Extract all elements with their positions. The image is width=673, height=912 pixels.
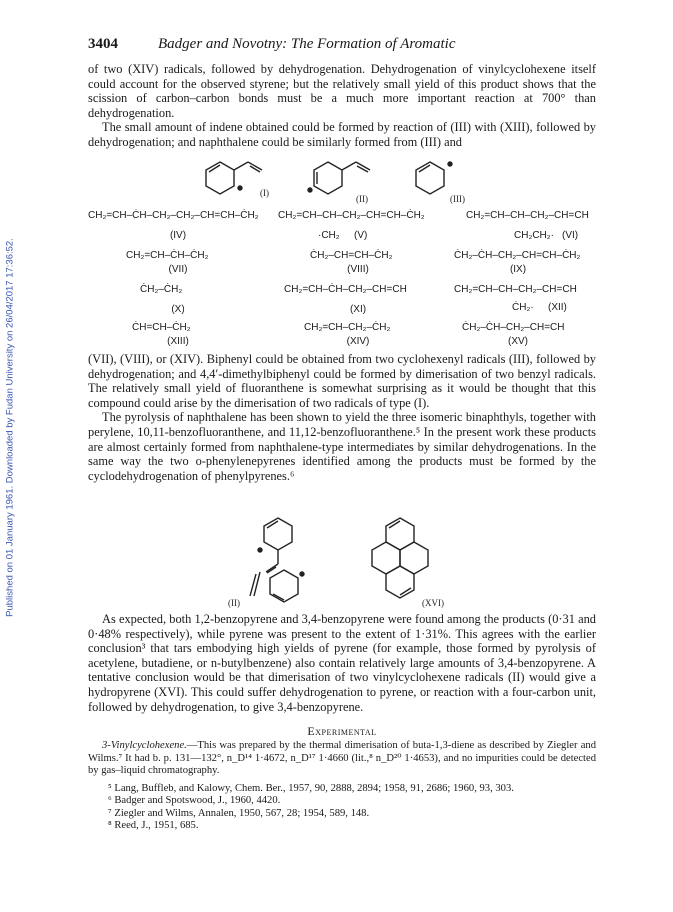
label-III: (III) xyxy=(450,194,465,204)
experimental-paragraph xyxy=(88,740,596,778)
label-VII: (VII) xyxy=(168,264,188,275)
exp-text: —This was prepared by the thermal dimerisation of buta-1,3-diene as described by Ziegler and Wilms.⁷ It had b. p. 131—132°, n_D¹⁴ 1·4672, n_D¹⁷ 1·4660 (lit.,⁸ n_D²⁰ 1·4653), and no impurities could be detected by gas–liquid chromatography. xyxy=(88,740,596,777)
reference-8: ⁸ Reed, J., 1951, 685. xyxy=(108,820,199,832)
para4-text: The pyrolysis of naphthalene has been shown to yield the three isomeric binaphthyls, together with perylene, 10,11-benzofluoranthene, and 11,12-benzofluoranthene.⁵ In the present work these products are almost certainly formed from naphthalene-type intermediates by similar dehydrogenations. In the same way the two o-phenylenepyrenes identified among the products must be formed by the cyclodehydrogenation of phenylpyrenes.⁶ xyxy=(88,410,596,483)
formula-XII: CH₂=CH–CH–CH₂–CH=CH xyxy=(454,284,577,295)
formula-XIII: ĊH=CH–ĊH₂ xyxy=(132,322,191,333)
para2-text: The small amount of indene obtained could be formed by reaction of (III) with (XIII), followed by dehydrogenation; and naphthalene could be similarly formed from (III) and xyxy=(88,120,596,149)
label-VIII: (VIII) xyxy=(347,264,369,275)
reference-6: ⁶ Badger and Spotswood, J., 1960, 4420. xyxy=(108,795,281,807)
paragraph-3 xyxy=(88,352,596,483)
structure-III xyxy=(416,162,452,194)
ring-structures xyxy=(180,150,510,206)
formula-IX: ĊH₂–ĊH–CH₂–CH=CH–ĊH₂ xyxy=(454,250,581,261)
figure-dimer xyxy=(210,512,470,612)
reference-5: ⁵ Lang, Buffleb, and Kalowy, Chem. Ber., 1957, 90, 2888, 2894; 1958, 91, 2686; 1960, 93, 303. xyxy=(108,783,514,794)
references xyxy=(108,783,598,833)
formula-XI: CH₂=CH–ĊH–CH₂–CH=CH xyxy=(284,284,407,295)
formula-IV: CH₂=CH–ĊH–CH₂–CH₂–CH=CH–ĊH₂ xyxy=(88,210,259,221)
structure-II xyxy=(308,162,370,194)
radical-formulas xyxy=(88,210,598,360)
reference-7: ⁷ Ziegler and Wilms, Annalen, 1950, 567, 28; 1954, 589, 148. xyxy=(108,807,370,819)
formula-XV: ĊH₂–ĊH–CH₂–CH=CH xyxy=(462,322,565,333)
para3-text: (VII), (VIII), or (XIV). Biphenyl could be obtained from two cyclohexenyl radicals (III), followed by dehydrogenation; and 4,4′-dimethylbiphenyl could be formed by dimerisation of two benzyl radicals. The relatively small yield of fluoranthene is somewhat surprising as it would be thought that this compound could arise by the dimerisation of two radicals of type (I). xyxy=(88,352,596,410)
label-XIV: (XIV) xyxy=(346,336,370,347)
formula-XIV: CH₂=CH–CH₂–ĊH₂ xyxy=(304,322,391,333)
download-note: Published on 01 January 1961. Downloaded by Fudan University on 26/04/2017 17:36:52. xyxy=(4,238,16,617)
running-title: Badger and Novotny: The Formation of Aromatic xyxy=(158,36,456,52)
paragraph-1 xyxy=(88,62,596,150)
formula-X: ĊH₂–ĊH₂ xyxy=(140,284,183,295)
structure-XVI xyxy=(372,518,428,598)
fig-label-II: (II) xyxy=(228,598,240,608)
label-XV: (XV) xyxy=(508,336,528,347)
running-header xyxy=(88,36,596,56)
label-VI: (VI) xyxy=(562,230,579,241)
label-I: (I) xyxy=(260,188,269,198)
label-II: (II) xyxy=(356,194,368,204)
label-X: (X) xyxy=(171,304,185,315)
page-number: 3404 xyxy=(88,36,118,52)
label-XII: (XII) xyxy=(548,302,567,313)
fig-label-XVI: (XVI) xyxy=(422,598,444,608)
formula-VI-sub: CH₂CH₂· xyxy=(514,230,554,241)
exp-title: 3-Vinylcyclohexene. xyxy=(102,740,187,751)
formula-VI: CH₂=CH–CH–CH₂–CH=CH xyxy=(466,210,589,221)
structure-II-dimer xyxy=(250,518,304,602)
label-IX: (IX) xyxy=(509,264,527,275)
label-XIII: (XIII) xyxy=(167,336,189,347)
label-IV: (IV) xyxy=(169,230,187,241)
formula-V: CH₂=CH–CH–CH₂–CH=CH–ĊH₂ xyxy=(278,210,425,221)
para1-text: of two (XIV) radicals, followed by dehydrogenation. Dehydrogenation of vinylcyclohexene itself could account for the observed styrene; but the relatively small yield of this product shows that the scission of carbon–carbon bonds must be a much more important reaction at 700° than dehydrogenation. xyxy=(88,62,596,120)
formula-VIII: ĊH₂–CH=CH–ĊH₂ xyxy=(310,250,393,261)
paragraph-5 xyxy=(88,612,596,714)
formula-V-sub: ·CH₂ xyxy=(318,230,340,241)
section-heading: Experimental xyxy=(307,724,377,738)
structure-I xyxy=(206,162,262,194)
para5-text: As expected, both 1,2-benzopyrene and 3,4-benzopyrene were found among the products (0·31 and 0·48% respectively), while pyrene was present to the extent of 1·31%. This agrees with the earlier conclusion³ that tars embodying high yields of pyrene (for example, those formed by pyrolysis of acetylene, butadiene, or n-butylbenzene) also contain relatively large amounts of 3,4-benzopyrene. A tentative conclusion would be that dimerisation of two vinylcyclohexene radicals (II) would give a hydropyrene (XVI). This could suffer dehydrogenation to pyrene, or reaction with a four-carbon unit, followed by dehydrogenation, to give 3,4-benzopyrene. xyxy=(88,612,596,714)
label-V: (V) xyxy=(354,230,368,241)
download-watermark xyxy=(2,150,16,710)
label-XI: (XI) xyxy=(349,304,367,315)
formula-VII: CH₂=CH–ĊH–ĊH₂ xyxy=(126,250,209,261)
formula-XII-sub: ĊH₂· xyxy=(512,302,534,313)
